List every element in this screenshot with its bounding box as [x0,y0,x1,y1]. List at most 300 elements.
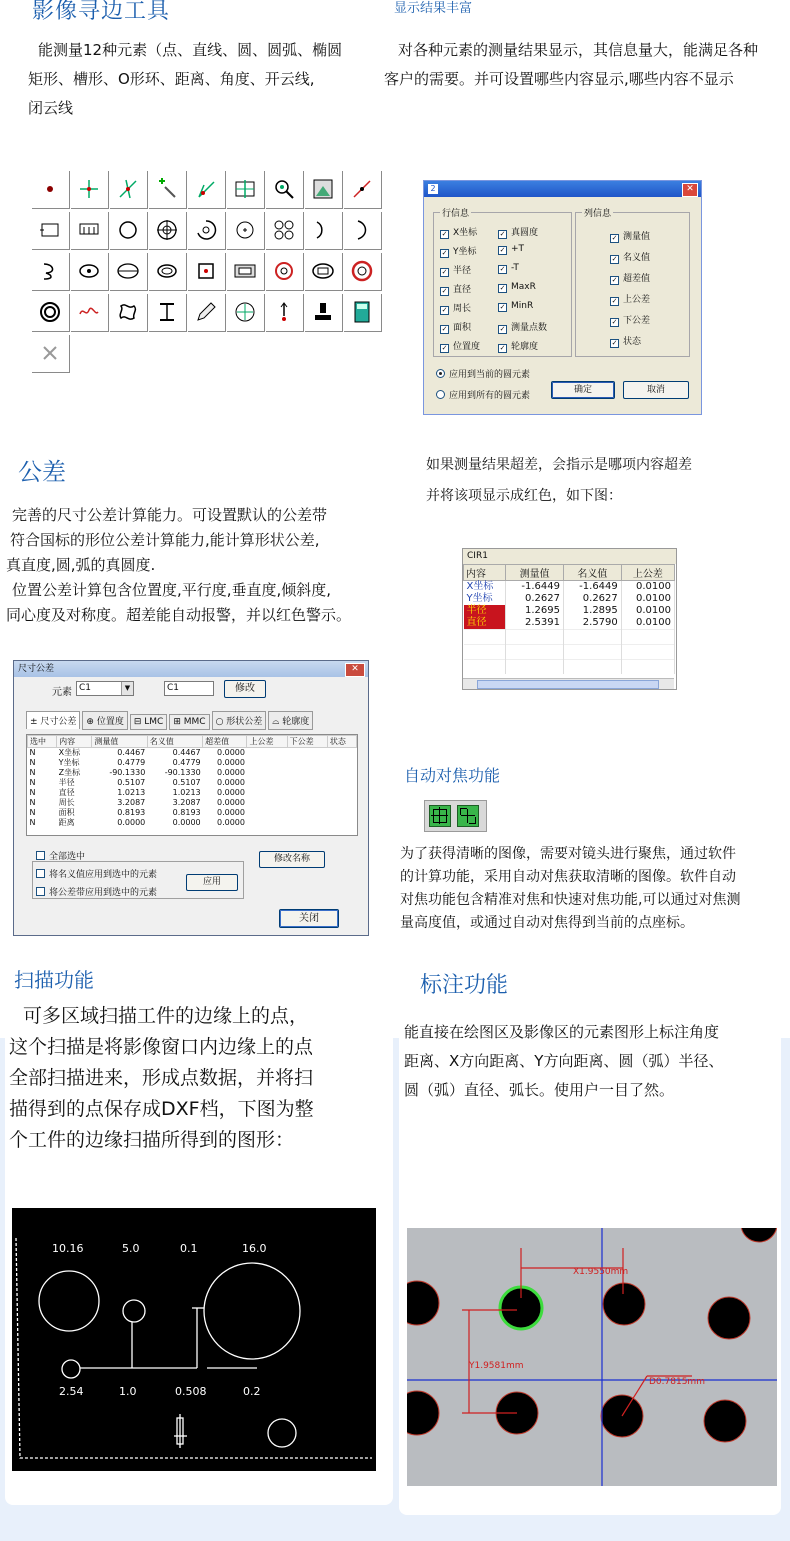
col-info-label: 列信息 [582,206,613,219]
table-cell: 0.0100 [621,617,674,630]
table-row[interactable] [464,605,675,617]
desc-line: 可多区域扫描工件的边缘上的点， [23,1005,309,1027]
checkbox-label: Y坐标 [453,247,477,257]
table-cell: 0.0000 [216,808,245,817]
table-row[interactable] [28,768,357,778]
table-cell [247,818,287,828]
image-point-button[interactable] [305,171,343,209]
table-cell: 0.0000 [216,798,245,807]
tab-icon: ⌓ [272,717,283,727]
pen-tool-button[interactable] [188,294,226,332]
table-cell: N [29,798,36,807]
column-header: 内容 [57,736,92,748]
tab-1[interactable] [82,711,127,730]
scan-label: 0.2 [243,1385,261,1398]
tab-4[interactable] [212,711,267,730]
edge-tools-desc [28,36,378,123]
table-cell: 0.8193 [172,808,201,817]
target-circle-icon [155,218,179,242]
checkbox-label: 测量值 [623,232,651,242]
desc-line: 全部扫描进来，形成点数据，并将扫 [9,1067,314,1089]
table-cell: 2.5391 [506,617,564,630]
rect-tool-icon [194,259,218,283]
center-circle-icon [233,218,257,242]
checkbox-label: -T [511,263,519,273]
table-cell: Y坐标 [464,593,506,605]
row-left-checkbox[interactable]: ✓ 直径 [441,285,472,295]
col-checkbox[interactable]: ✓ 超差值 [611,274,651,284]
open-cloud-button[interactable] [71,294,109,332]
scan-label: 1.0 [119,1385,137,1398]
checkbox-label: MaxR [511,282,536,292]
image-point-icon [311,177,335,201]
table-row[interactable] [28,778,357,788]
desc-line: 个工件的边缘扫描所得到的图形： [9,1129,295,1151]
row-right-checkbox[interactable]: ✓ 轮廓度 [499,342,539,352]
tab-5[interactable] [268,711,313,730]
element-input[interactable]: C1 [164,681,214,696]
desc-line: 并将该项显示成红色，如下图： [426,488,622,504]
row-right-checkbox[interactable]: ✓ 真圆度 [499,228,539,238]
desc-line: 矩形、槽形、O形环、距离、角度、开云线, [28,70,315,88]
pen-tool-icon [194,300,218,324]
focus-fast-icon[interactable] [457,805,479,827]
rect-tool-button[interactable] [188,253,226,291]
distance-tool-icon [155,300,179,324]
table-cell: N [29,788,36,797]
table-cell: 半径 [464,605,506,617]
checkbox-label: 状态 [623,337,642,347]
table-row[interactable] [464,617,675,630]
rect-line-button[interactable] [32,212,70,250]
apply-tol-label: 将公差带应用到选中的元素 [49,888,158,898]
column-header: 上公差 [621,565,674,581]
element-label: 元素 [52,687,72,698]
table-row[interactable] [28,758,357,768]
horizontal-scrollbar[interactable] [463,678,674,689]
table-cell [247,748,287,759]
angle-point-button[interactable] [188,171,226,209]
table-row[interactable] [28,798,357,808]
circle-tool-button[interactable] [110,212,148,250]
row-left-checkbox[interactable]: ✓ X坐标 [441,228,478,238]
radio-current[interactable] [436,367,530,380]
radio-all-label: 应用到所有的圆元素 [449,391,531,401]
table-cell [247,788,287,798]
center-circle-button[interactable] [227,212,265,250]
ellipse-cross-icon [77,259,101,283]
table-cell [247,768,287,778]
autofocus-desc [400,843,790,935]
row-right-checkbox[interactable]: ✓ MinR [499,301,534,311]
cir-table [463,564,675,674]
table-row[interactable] [28,818,357,828]
tab-icon: ⊟ [133,717,145,727]
auto-point-icon [155,177,179,201]
scan-desc [9,1001,393,1156]
col-checkbox[interactable]: ✓ 下公差 [611,316,651,326]
checkbox-label: 周长 [453,304,472,314]
radio-all[interactable] [436,388,530,401]
table-cell: N [29,778,36,787]
close-icon[interactable]: ✕ [345,663,365,677]
desc-line: 量高度值，或通过自动对焦得到当前的点座标。 [400,915,694,931]
row-left-checkbox[interactable]: ✓ 位置度 [441,342,481,352]
table-row[interactable] [464,581,675,594]
table-row[interactable] [464,593,675,605]
table-cell: 0.2627 [506,593,564,605]
checkbox-label: 超差值 [623,274,651,284]
checkbox-label: 轮廓度 [511,342,539,352]
row-left-checkbox[interactable]: ✓ 周长 [441,304,472,314]
calculator-button[interactable] [344,294,382,332]
row-left-checkbox[interactable]: ✓ 面积 [441,323,472,333]
tab-2[interactable] [130,714,167,730]
apply-nominal-label: 将名义值应用到选中的元素 [49,870,158,880]
col-checkbox[interactable]: ✓ 上公差 [611,295,651,305]
table-cell: 0.4779 [117,758,146,767]
scan-title: 扫描功能 [14,968,94,992]
table-cell: 3.2087 [117,798,146,807]
table-cell [327,808,356,818]
modify-button[interactable]: 修改 [224,680,266,698]
col-checkbox[interactable]: ✓ 名义值 [611,253,651,263]
row-right-checkbox[interactable]: ✓ MaxR [499,282,536,292]
table-cell [327,768,356,778]
desc-line: 能直接在绘图区及影像区的元素图形上标注角度 [404,1023,720,1041]
tab-icon: ± [30,717,41,727]
tab-icon: ○ [215,717,227,727]
table-cell: 面积 [58,808,75,817]
table-cell: 0.0000 [117,818,146,827]
tab-icon: ⊞ [173,717,184,727]
apply-button[interactable]: 应用 [186,874,238,891]
desc-line: 圆（弧）直径、弧长。使用户一目了然。 [404,1081,675,1099]
row-right-checkbox[interactable]: ✓ -T [499,263,519,273]
diameter-label: D0.7815mm [649,1377,705,1387]
cross-point-button[interactable] [71,171,109,209]
chevron-down-icon[interactable]: ▼ [121,682,133,695]
tab-3[interactable] [169,714,209,730]
table-cell: 0.0100 [621,581,674,594]
table-row[interactable] [28,788,357,798]
table-cell [287,818,327,828]
table-cell: 0.0000 [216,778,245,787]
element-select[interactable] [76,681,134,696]
table-cell: 1.0213 [117,788,146,797]
table-cell [327,778,356,788]
col-checkbox[interactable]: ✓ 状态 [611,337,642,347]
table-cell: 直径 [464,617,506,630]
table-cell [247,778,287,788]
dialog-title: 尺寸公差 [18,664,55,674]
tab-bar [26,711,315,727]
table-cell: 0.8193 [117,808,146,817]
arrow-line-button[interactable] [71,212,109,250]
table-cell: N [29,768,36,777]
rename-button[interactable]: 修改名称 [259,851,325,868]
ellipse-cross-button[interactable] [71,253,109,291]
desc-line: 同心度及对称度。超差能自动报警，并以红色警示。 [6,606,352,624]
col-checkbox[interactable]: ✓ 测量值 [611,232,651,242]
table-cell: N [29,758,36,767]
table-cell: 0.0000 [216,758,245,767]
cross-point-icon [77,177,101,201]
arc-three-button[interactable] [344,212,382,250]
checkbox-label: 测量点数 [511,323,548,333]
desc-line: 这个扫描是将影像窗口内边缘上的点 [9,1036,314,1058]
ring-tool-icon [38,300,62,324]
row-info-label: 行信息 [440,206,471,219]
tab-label: 尺寸公差 [40,717,77,727]
table-cell: 0.4779 [172,758,201,767]
table-cell [287,748,327,759]
table-cell: X坐标 [58,748,81,757]
column-header: 内容 [464,565,506,581]
zoom-icon [272,177,296,201]
checkbox-label: 名义值 [623,253,651,263]
table-cell [327,818,356,828]
annotation-image [407,1228,777,1486]
table-cell: 1.2695 [506,605,564,617]
oring-red-icon [350,259,374,283]
scan-label: 5.0 [122,1242,140,1255]
tab-label: 位置度 [96,717,124,727]
intersection-button[interactable] [110,171,148,209]
autofocus-toolbar [424,800,487,832]
disabled-close-button[interactable] [32,335,70,373]
tab-label: LMC [144,717,164,727]
table-cell: 0.0000 [216,788,245,797]
scan-label: 0.508 [175,1385,207,1398]
element-select-value: C1 [79,683,92,693]
box-point-icon [233,177,257,201]
close-button[interactable]: 关闭 [279,909,339,928]
column-header: 超差值 [203,736,247,748]
circle-point-button[interactable] [227,294,265,332]
table-cell: 1.0213 [172,788,201,797]
table-cell [327,798,356,808]
table-cell: 0.0100 [621,593,674,605]
column-header: 名义值 [564,565,622,581]
close-icon[interactable]: ✕ [682,183,698,197]
desc-line: 对各种元素的测量结果显示，其信息量大，能满足各种 [398,41,759,59]
table-cell: 0.5107 [172,778,201,787]
app-icon: 2 [428,184,438,194]
line-tool-button[interactable] [344,171,382,209]
table-cell: 2.5790 [564,617,622,630]
table-cell: 距离 [58,818,75,827]
oring-ellipse-button[interactable] [305,253,343,291]
table-row[interactable] [28,748,357,759]
table-cell: 0.0000 [216,818,245,827]
table-cell: 0.0000 [172,818,201,827]
scan-label: 10.16 [52,1242,84,1255]
edge-tools-title: 影像寻边工具 [32,0,171,24]
y-distance-label: Y1.9581mm [469,1361,524,1371]
disabled-close-icon [38,341,62,365]
circle-tool-icon [116,218,140,242]
empty-row [464,630,675,645]
cancel-button[interactable]: 取消 [623,381,689,399]
column-header: 选中 [28,736,57,748]
row-left-checkbox[interactable]: ✓ 半径 [441,266,472,276]
scan-label: 0.1 [180,1242,198,1255]
table-cell: -1.6449 [506,581,564,594]
column-header: 上公差 [247,736,287,748]
table-cell: 0.4467 [117,748,146,757]
move-point-button[interactable] [266,294,304,332]
empty-row [464,645,675,660]
table-cell [287,758,327,768]
apply-tol-checkbox[interactable] [36,885,157,898]
distance-tool-button[interactable] [149,294,187,332]
checkbox-label: 下公差 [623,316,651,326]
table-cell: -90.1330 [109,768,146,777]
desc-line: 的计算功能，采用自动对焦获取清晰的图像。软件自动 [400,869,736,885]
desc-line: 真直度,圆,弧的真圆度. [6,556,156,574]
cir-result-table [462,548,677,690]
probe-button[interactable] [305,294,343,332]
tab-label: MMC [183,717,206,727]
slot-tool-button[interactable] [227,253,265,291]
table-cell: -1.6449 [564,581,622,594]
focus-precise-icon[interactable] [429,805,451,827]
table-cell [287,808,327,818]
checkbox-label: 直径 [453,285,472,295]
apply-nominal-checkbox[interactable] [36,867,157,880]
arc-spiral-button[interactable] [32,253,70,291]
table-cell [327,748,356,759]
checkbox-label: MinR [511,301,534,311]
tab-label: 形状公差 [226,717,263,727]
dialog-titlebar [14,661,368,677]
empty-row [464,660,675,675]
desc-line: 距离、X方向距离、Y方向距离、圆（弧）半径、 [404,1052,724,1070]
annotation-desc [404,1018,790,1105]
spiral-circle-icon [194,218,218,242]
ring-tool-button[interactable] [32,294,70,332]
checkbox-label: 上公差 [623,295,651,305]
desc-line: 如果测量结果超差，会指示是哪项内容超差 [426,457,692,473]
annotation-drawing [407,1228,777,1486]
table-cell: 0.5107 [117,778,146,787]
calculator-icon [350,300,374,324]
cir-name: CIR1 [463,549,676,564]
box-point-button[interactable] [227,171,265,209]
column-header: 名义值 [147,736,202,748]
oring-three-icon [272,259,296,283]
closed-cloud-button[interactable] [110,294,148,332]
table-cell [327,788,356,798]
row-right-checkbox[interactable]: ✓ 测量点数 [499,323,548,333]
desc-line: 对焦功能包含精准对焦和快速对焦功能,可以通过对焦测 [400,892,741,908]
desc-line: 位置公差计算包含位置度,平行度,垂直度,倾斜度, [12,581,332,599]
desc-line: 闭云线 [28,99,74,117]
checkbox-label: X坐标 [453,228,478,238]
circle-point-icon [233,300,257,324]
ellipse-ring-button[interactable] [149,253,187,291]
table-cell: -90.1330 [164,768,201,777]
intersection-icon [116,177,140,201]
zoom-button[interactable] [266,171,304,209]
scan-drawing [12,1208,376,1471]
radio-current-label: 应用到当前的圆元素 [449,370,531,380]
annotation-title: 标注功能 [420,973,509,998]
line-tool-icon [350,177,374,201]
row-left-checkbox[interactable]: ✓ Y坐标 [441,247,477,257]
oring-three-button[interactable] [266,253,304,291]
tab-label: 轮廓度 [282,717,310,727]
target-circle-button[interactable] [149,212,187,250]
column-header: 状态 [327,736,356,748]
row-right-checkbox[interactable]: ✓ +T [499,244,525,254]
table-cell [327,758,356,768]
spiral-circle-button[interactable] [188,212,226,250]
multi-circle-icon [272,218,296,242]
table-cell [247,798,287,808]
table-cell: 0.2627 [564,593,622,605]
table-cell: 0.0000 [216,768,245,777]
slot-tool-icon [233,259,257,283]
table-cell: 半径 [58,778,75,787]
arrow-line-icon [77,218,101,242]
checkbox-label: 半径 [453,266,472,276]
checkbox-label: 面积 [453,323,472,333]
arc-tool-icon [311,218,335,242]
ok-button[interactable]: 确定 [551,381,615,399]
oring-red-button[interactable] [344,253,382,291]
ellipse-target-button[interactable] [110,253,148,291]
checkbox-label: 真圆度 [511,228,539,238]
move-point-icon [272,300,296,324]
table-cell [287,778,327,788]
arc-tool-button[interactable] [305,212,343,250]
table-cell: 0.4467 [172,748,201,757]
tolerance-dialog [13,660,369,936]
table-cell: N [29,818,36,827]
table-cell: N [29,808,36,817]
tolerance-table [26,734,358,836]
table-cell: 直径 [58,788,75,797]
desc-line: 为了获得清晰的图像，需要对镜头进行聚焦，通过软件 [400,846,736,862]
arc-spiral-icon [38,259,62,283]
multi-circle-button[interactable] [266,212,304,250]
open-cloud-icon [77,300,101,324]
tab-0[interactable] [26,711,80,729]
point-tool-button[interactable] [32,171,70,209]
table-cell: Z坐标 [58,768,81,777]
closed-cloud-icon [116,300,140,324]
display-settings-dialog [423,180,702,415]
table-row[interactable] [28,808,357,818]
angle-point-icon [194,177,218,201]
desc-line: 能测量12种元素（点、直线、圆、圆弧、椭圆 [38,41,343,59]
arc-three-icon [350,218,374,242]
results-desc [384,36,790,94]
ellipse-ring-icon [155,259,179,283]
edge-tool-grid [32,171,356,377]
out-of-tol-desc [426,450,692,512]
column-header: 测量值 [506,565,564,581]
desc-line: 完善的尺寸公差计算能力。可设置默认的公差带 [12,506,328,524]
table-cell [287,798,327,808]
dialog-titlebar [424,181,701,197]
table-cell: 0.0000 [216,748,245,757]
table-cell: 3.2087 [172,798,201,807]
auto-point-button[interactable] [149,171,187,209]
rect-line-icon [38,218,62,242]
